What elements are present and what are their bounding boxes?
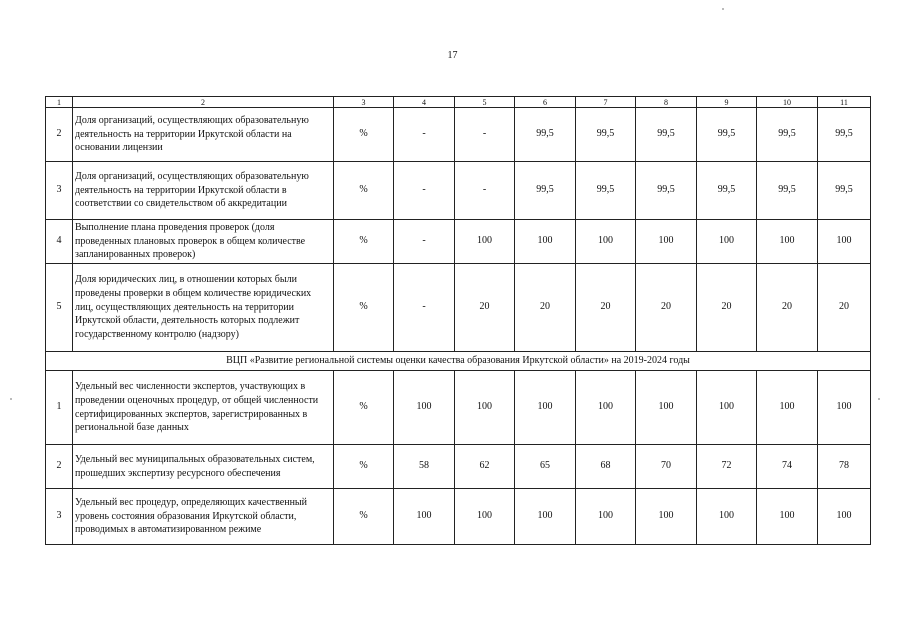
value-cell: 100 [818,220,871,264]
header-cell: 8 [636,97,697,108]
value-cell: - [394,264,455,352]
value-cell: 99,5 [576,108,636,162]
indicator-description: Удельный вес муниципальных образовательных систем, прошедших экспертизу ресурсного обеспечения [73,445,334,489]
value-cell: 100 [757,489,818,545]
row-number: 3 [46,162,73,220]
table-row [46,220,871,264]
value-cell: 58 [394,445,455,489]
value-cell: 100 [636,371,697,445]
table-row [46,489,871,545]
value-cell: 99,5 [636,108,697,162]
value-cell: - [394,108,455,162]
header-cell: 5 [455,97,515,108]
value-cell: 62 [455,445,515,489]
value-cell: 20 [636,264,697,352]
unit-cell: % [334,264,394,352]
value-cell: 100 [515,220,576,264]
header-cell: 9 [697,97,757,108]
value-cell: 100 [455,220,515,264]
value-cell: 99,5 [757,108,818,162]
value-cell: 68 [576,445,636,489]
value-cell: 100 [818,489,871,545]
indicator-description: Доля юридических лиц, в отношении которых были проведены проверки в общем количестве юридических лиц, осуществляющих деятельность на территории Иркутской области, деятельность которых подлежит государственному контролю (надзору) [73,264,334,352]
value-cell: 100 [394,371,455,445]
value-cell: 65 [515,445,576,489]
value-cell: 20 [757,264,818,352]
value-cell: 100 [818,371,871,445]
indicator-description: Доля организаций, осуществляющих образовательную деятельность на территории Иркутской области в соответствии со свидетельством об аккредитации [73,162,334,220]
value-cell: 99,5 [697,162,757,220]
value-cell: 99,5 [515,108,576,162]
page-number: 17 [447,50,458,61]
value-cell: 100 [697,489,757,545]
row-number: 4 [46,220,73,264]
value-cell: 100 [576,489,636,545]
value-cell: 100 [757,371,818,445]
value-cell: 20 [515,264,576,352]
scan-speck [10,398,12,400]
value-cell: 100 [636,220,697,264]
value-cell: - [455,108,515,162]
value-cell: 100 [515,371,576,445]
value-cell: 74 [757,445,818,489]
header-cell: 4 [394,97,455,108]
header-cell: 11 [818,97,871,108]
unit-cell: % [334,445,394,489]
value-cell: - [394,220,455,264]
value-cell: 99,5 [515,162,576,220]
table-row [46,108,871,162]
value-cell: 78 [818,445,871,489]
unit-cell: % [334,371,394,445]
indicator-description: Выполнение плана проведения проверок (доля проведенных плановых проверок в общем количестве запланированных проверок) [73,220,334,264]
header-cell: 1 [46,97,73,108]
unit-cell: % [334,220,394,264]
value-cell: 99,5 [757,162,818,220]
table-row [46,162,871,220]
value-cell: 100 [576,220,636,264]
value-cell: 100 [757,220,818,264]
value-cell: - [394,162,455,220]
value-cell: 99,5 [818,162,871,220]
value-cell: 100 [394,489,455,545]
table-row [46,445,871,489]
unit-cell: % [334,162,394,220]
table-row [46,371,871,445]
header-cell: 6 [515,97,576,108]
value-cell: 100 [636,489,697,545]
header-cell: 7 [576,97,636,108]
row-number: 2 [46,108,73,162]
indicator-description: Удельный вес процедур, определяющих качественный уровень состояния образования Иркутской области, проводимых в автоматизированном режиме [73,489,334,545]
section-row [46,352,871,371]
header-cell: 2 [73,97,334,108]
value-cell: 20 [455,264,515,352]
value-cell: 100 [697,371,757,445]
value-cell: - [455,162,515,220]
value-cell: 99,5 [636,162,697,220]
table-row [46,264,871,352]
value-cell: 99,5 [576,162,636,220]
row-number: 2 [46,445,73,489]
row-number: 5 [46,264,73,352]
header-row [46,97,871,108]
row-number: 1 [46,371,73,445]
value-cell: 100 [515,489,576,545]
value-cell: 99,5 [818,108,871,162]
header-cell: 10 [757,97,818,108]
value-cell: 99,5 [697,108,757,162]
scan-speck [878,398,880,400]
indicators-table [45,96,871,545]
scan-speck [722,8,724,10]
unit-cell: % [334,489,394,545]
value-cell: 100 [576,371,636,445]
value-cell: 70 [636,445,697,489]
section-title: ВЦП «Развитие региональной системы оценки качества образования Иркутской области» на 2019-2024 годы [46,352,871,371]
value-cell: 20 [576,264,636,352]
value-cell: 100 [697,220,757,264]
indicator-description: Удельный вес численности экспертов, участвующих в проведении оценочных процедур, от общей численности сертифицированных экспертов, зарегистрированных в региональной базе данных [73,371,334,445]
value-cell: 100 [455,489,515,545]
value-cell: 100 [455,371,515,445]
row-number: 3 [46,489,73,545]
value-cell: 20 [697,264,757,352]
value-cell: 72 [697,445,757,489]
header-cell: 3 [334,97,394,108]
value-cell: 20 [818,264,871,352]
unit-cell: % [334,108,394,162]
indicator-description: Доля организаций, осуществляющих образовательную деятельность на территории Иркутской области на основании лицензии [73,108,334,162]
